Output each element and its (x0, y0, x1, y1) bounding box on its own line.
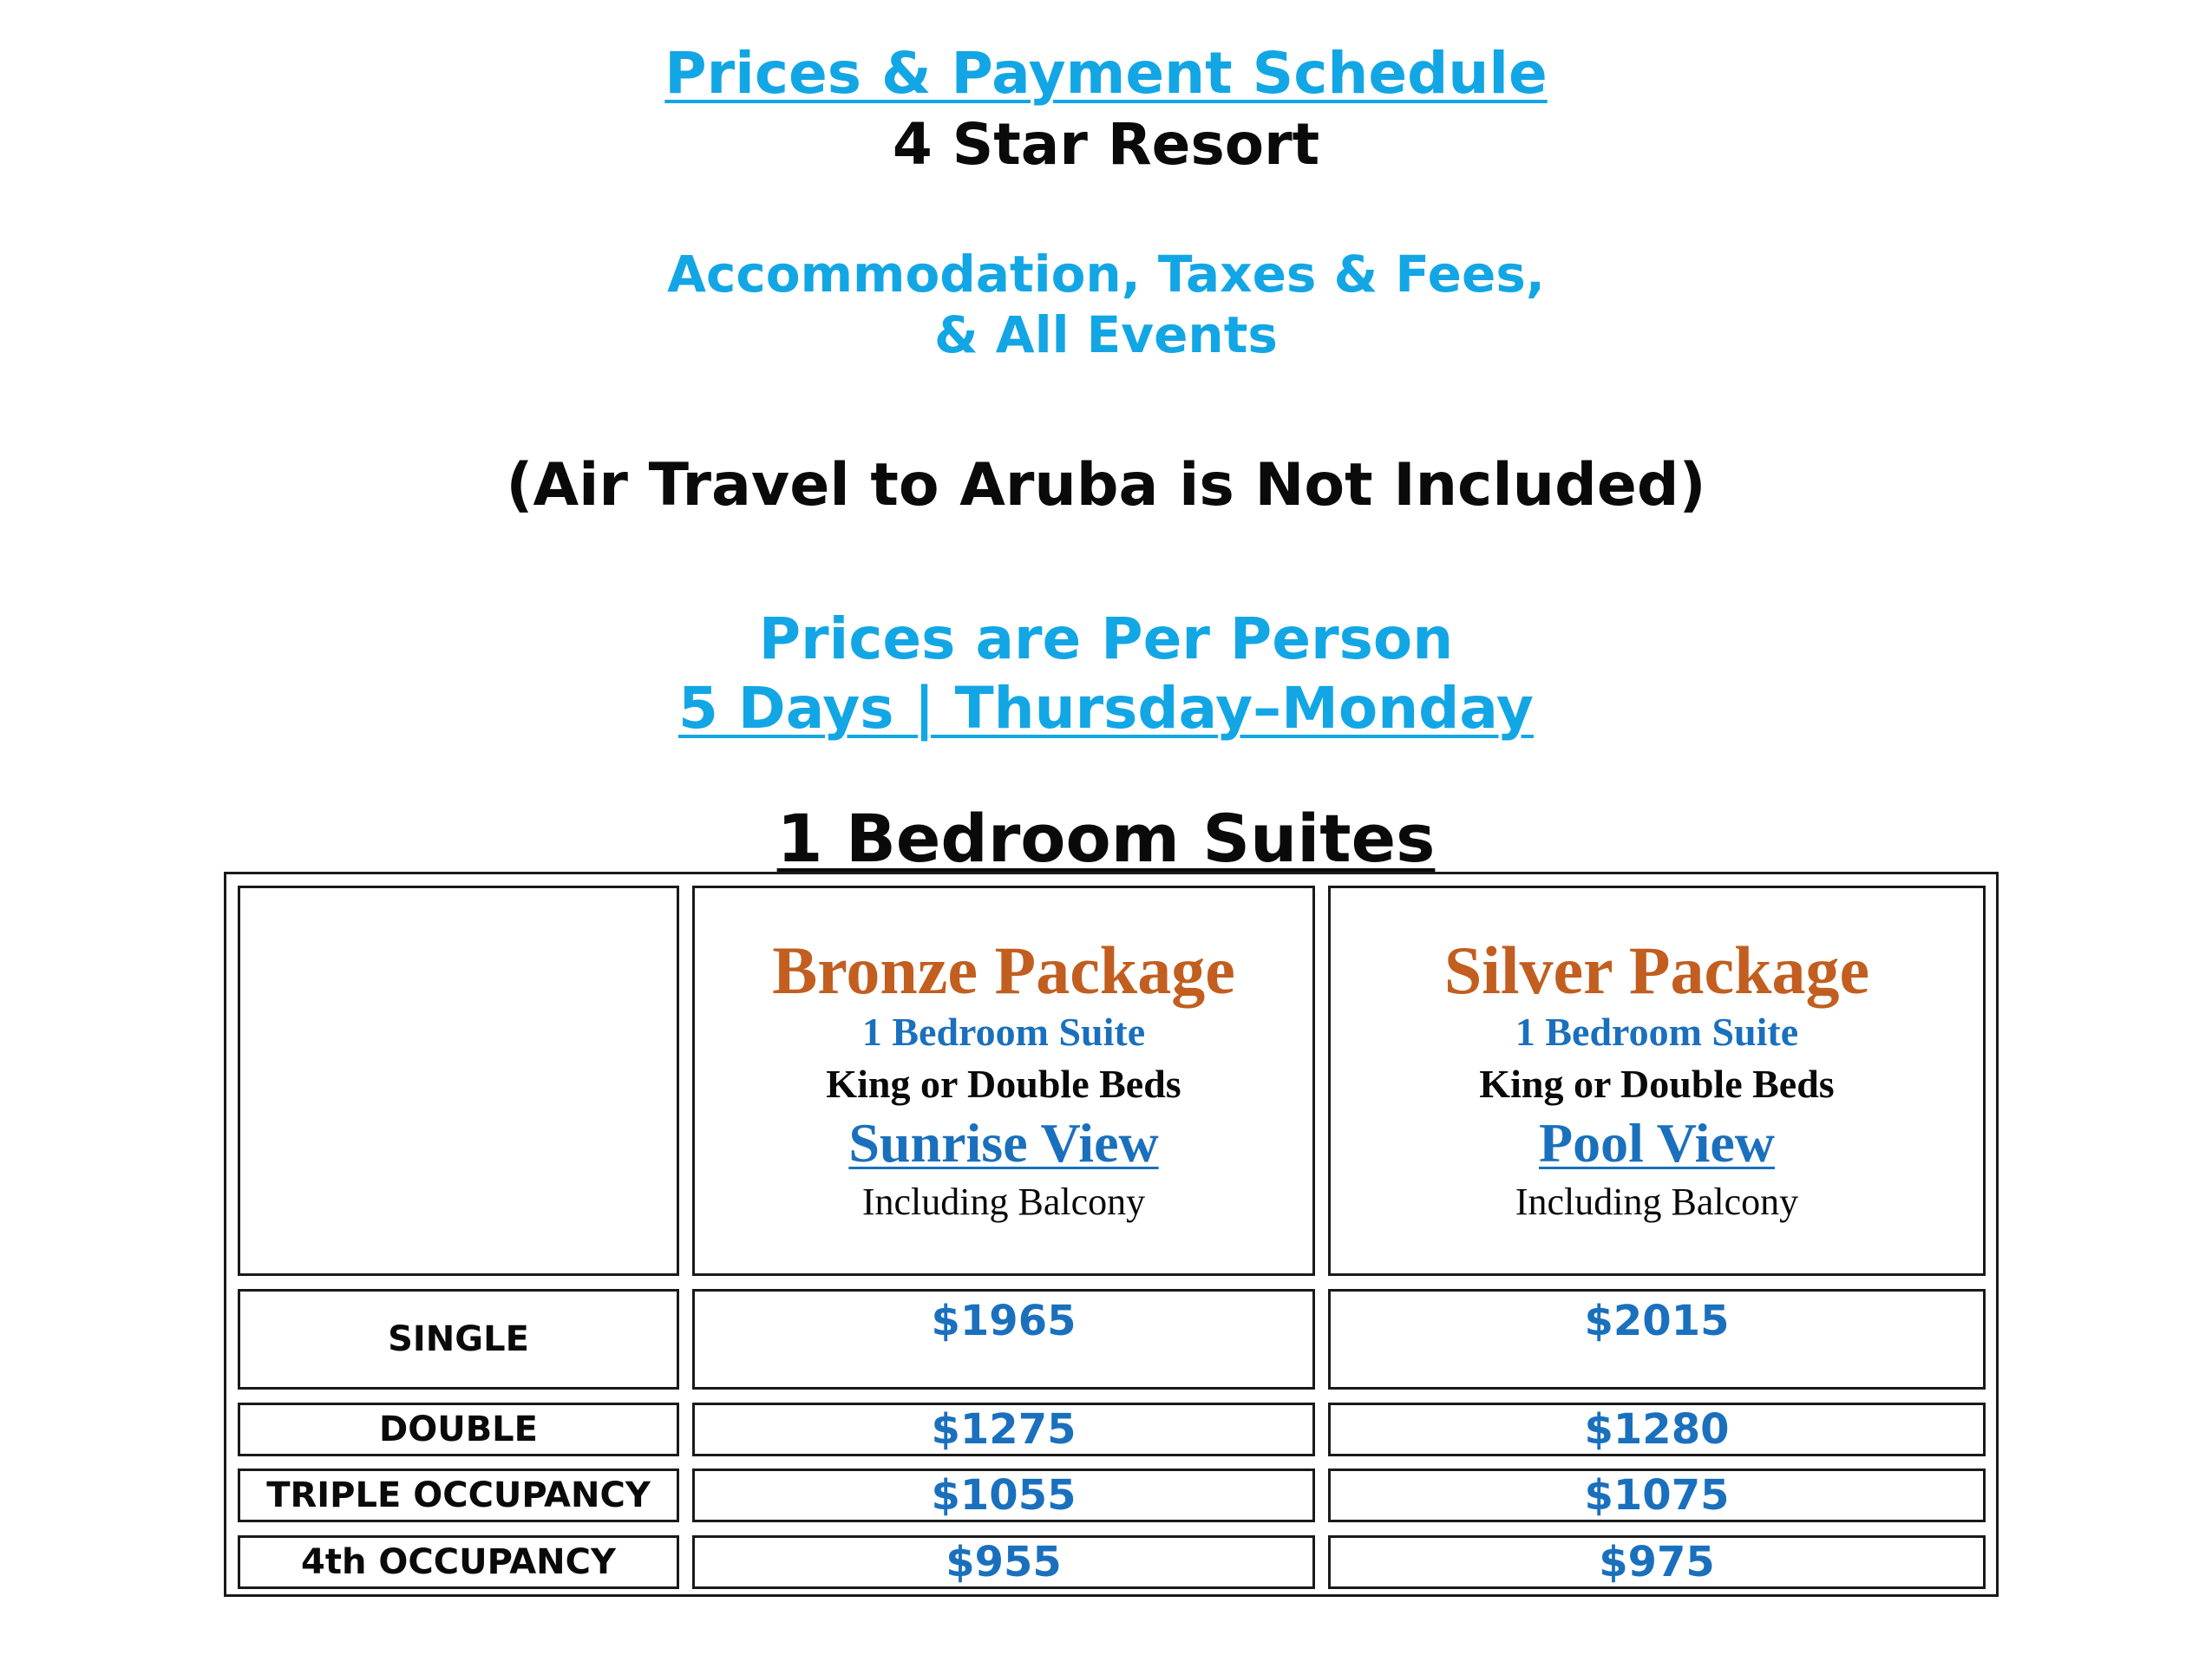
package-suite: 1 Bedroom Suite (861, 1010, 1146, 1055)
duration-line: 5 Days | Thursday–Monday (678, 675, 1534, 742)
pricing-table (224, 872, 1999, 1597)
bronze-price-triple: $1055 (692, 1468, 1315, 1522)
section-title: 1 Bedroom Suites (776, 800, 1436, 877)
silver-price-single: $2015 (1328, 1289, 1986, 1390)
silver-price-double: $1280 (1328, 1403, 1986, 1456)
package-view-link[interactable]: Pool View (1539, 1111, 1775, 1174)
bronze-package-header (692, 886, 1315, 1276)
package-view-link[interactable]: Sunrise View (848, 1111, 1159, 1174)
package-balcony: Including Balcony (1515, 1180, 1799, 1223)
silver-price-fourth: $975 (1328, 1535, 1986, 1589)
package-beds: King or Double Beds (1479, 1061, 1835, 1106)
bronze-price-fourth: $955 (692, 1535, 1315, 1589)
silver-package-header (1328, 886, 1986, 1276)
includes-line-2: & All Events (934, 305, 1278, 364)
resort-subtitle: 4 Star Resort (892, 111, 1320, 178)
row-label-double: DOUBLE (238, 1403, 679, 1456)
package-suite: 1 Bedroom Suite (1515, 1010, 1799, 1055)
per-person-note: Prices are Per Person (758, 605, 1454, 672)
empty-corner-cell (238, 886, 679, 1276)
silver-price-triple: $1075 (1328, 1468, 1986, 1522)
row-label-triple: TRIPLE OCCUPANCY (238, 1468, 679, 1522)
package-beds: King or Double Beds (826, 1061, 1181, 1106)
row-label-single: SINGLE (238, 1289, 679, 1390)
bronze-price-double: $1275 (692, 1403, 1315, 1456)
row-label-fourth: 4th OCCUPANCY (238, 1535, 679, 1589)
page-title: Prices & Payment Schedule (664, 40, 1548, 107)
package-name: Bronze Package (772, 932, 1235, 1009)
package-name: Silver Package (1443, 932, 1870, 1009)
includes-line-1: Accommodation, Taxes & Fees, (667, 245, 1545, 304)
bronze-price-single: $1965 (692, 1289, 1315, 1390)
package-balcony: Including Balcony (861, 1180, 1146, 1223)
air-travel-notice: (Air Travel to Aruba is Not Included) (506, 451, 1706, 520)
